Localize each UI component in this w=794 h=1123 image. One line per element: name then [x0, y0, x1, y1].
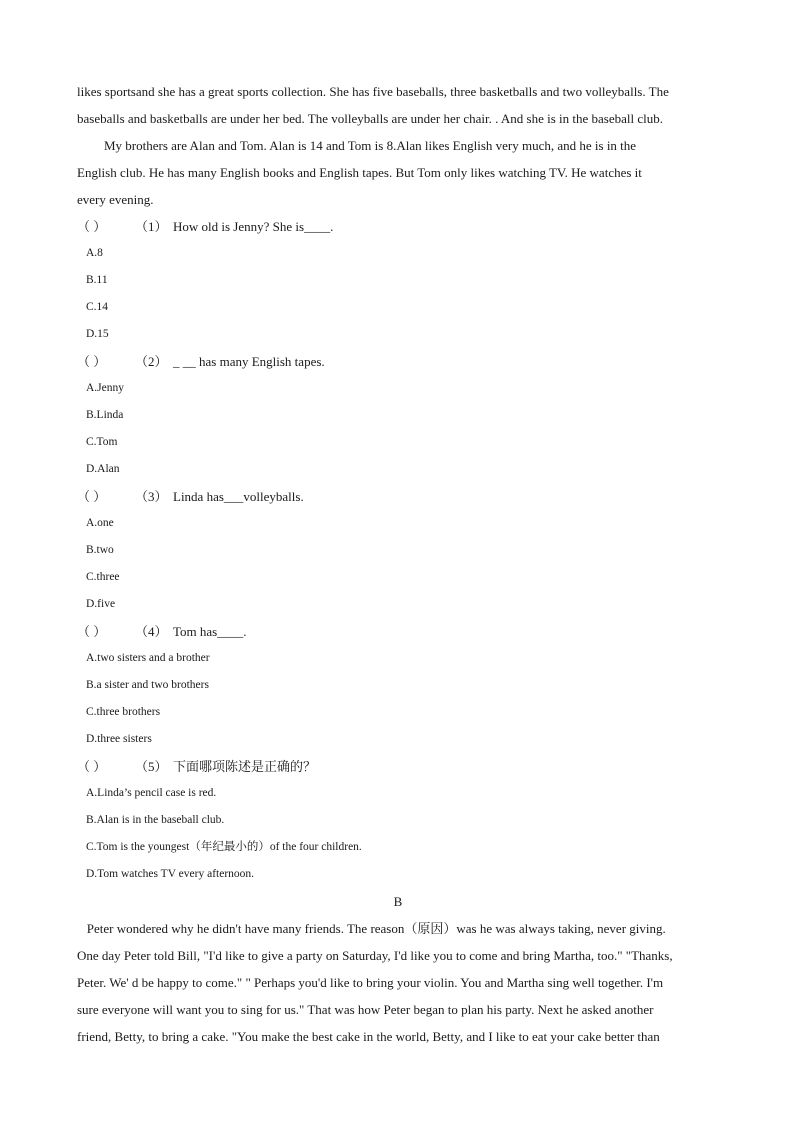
question-number: （5）	[135, 759, 168, 774]
option-d: D.five	[86, 598, 116, 610]
passage-a	[77, 78, 719, 213]
passage-a-line-1: likes sportsand she has a great sports collection. She has five baseballs, three basketballs and two volleyballs. The	[77, 84, 669, 99]
question-text: 下面哪项陈述是正确的？	[173, 759, 317, 774]
question-text: _ __ has many English tapes.	[173, 354, 325, 369]
option-a: A.one	[86, 517, 114, 529]
option-c: C.Tom is the youngest（年纪最小的）of the four children.	[86, 841, 362, 853]
passage-b-line-4: sure everyone will want you to sing for us." That was how Peter began to plan his party. Next he asked another	[77, 1002, 654, 1017]
option-d: D.15	[86, 328, 109, 340]
passage-b	[77, 915, 719, 1050]
answer-blank[interactable]: （ ）	[77, 489, 107, 504]
option-b: B.Linda	[86, 409, 124, 421]
question-text: Tom has____.	[173, 624, 247, 639]
option-d: D.three sisters	[86, 733, 152, 745]
option-c: C.14	[86, 301, 109, 313]
option-a: A.8	[86, 247, 103, 259]
option-a: A.Linda’s pencil case is red.	[86, 787, 217, 799]
passage-a-line-3: My brothers are Alan and Tom. Alan is 14 and Tom is 8.Alan likes English very much, and he is in the	[104, 138, 637, 153]
question-number: （3）	[135, 489, 168, 504]
option-c: C.three brothers	[86, 706, 161, 718]
question-number: （4）	[135, 624, 168, 639]
option-b: B.11	[86, 274, 108, 286]
option-b: B.a sister and two brothers	[86, 679, 209, 691]
question-number: （1）	[135, 219, 168, 234]
passage-b-line-3: Peter. We' d be happy to come." " Perhaps you'd like to bring your violin. You and Martha sing well together. I'm	[77, 975, 664, 990]
answer-blank[interactable]: （ ）	[77, 354, 107, 369]
question-3	[77, 483, 719, 618]
option-b: B.two	[86, 544, 114, 556]
question-5	[77, 753, 719, 888]
option-a: A.two sisters and a brother	[86, 652, 210, 664]
option-a: A.Jenny	[86, 382, 125, 394]
answer-blank[interactable]: （ ）	[77, 759, 107, 774]
option-b: B.Alan is in the baseball club.	[86, 814, 225, 826]
passage-b-line-1: Peter wondered why he didn't have many friends. The reason（原因）was he was always taking, never giving.	[77, 921, 666, 936]
question-2	[77, 348, 719, 483]
passage-b-line-2: One day Peter told Bill, "I'd like to give a party on Saturday, I'd like you to come and bring Martha, too." "Thanks,	[77, 948, 673, 963]
passage-b-line-5: friend, Betty, to bring a cake. "You make the best cake in the world, Betty, and I like to eat your cake better than	[77, 1029, 660, 1044]
question-text: How old is Jenny? She is____.	[173, 219, 334, 234]
option-d: D.Tom watches TV every afternoon.	[86, 868, 255, 880]
document-content	[77, 78, 719, 1050]
question-1	[77, 213, 719, 348]
question-4	[77, 618, 719, 753]
section-b-heading: B	[393, 894, 403, 909]
passage-a-line-4: English club. He has many English books and English tapes. But Tom only likes watching TV. He watches it	[77, 165, 642, 180]
answer-blank[interactable]: （ ）	[77, 219, 107, 234]
passage-a-line-2: baseballs and basketballs are under her bed. The volleyballs are under her chair. . And she is in the baseball club.	[77, 111, 664, 126]
option-c: C.Tom	[86, 436, 118, 448]
option-c: C.three	[86, 571, 120, 583]
answer-blank[interactable]: （ ）	[77, 624, 107, 639]
option-d: D.Alan	[86, 463, 120, 475]
passage-a-line-5: every evening.	[77, 192, 154, 207]
question-number: （2）	[135, 354, 168, 369]
question-text: Linda has___volleyballs.	[173, 489, 304, 504]
